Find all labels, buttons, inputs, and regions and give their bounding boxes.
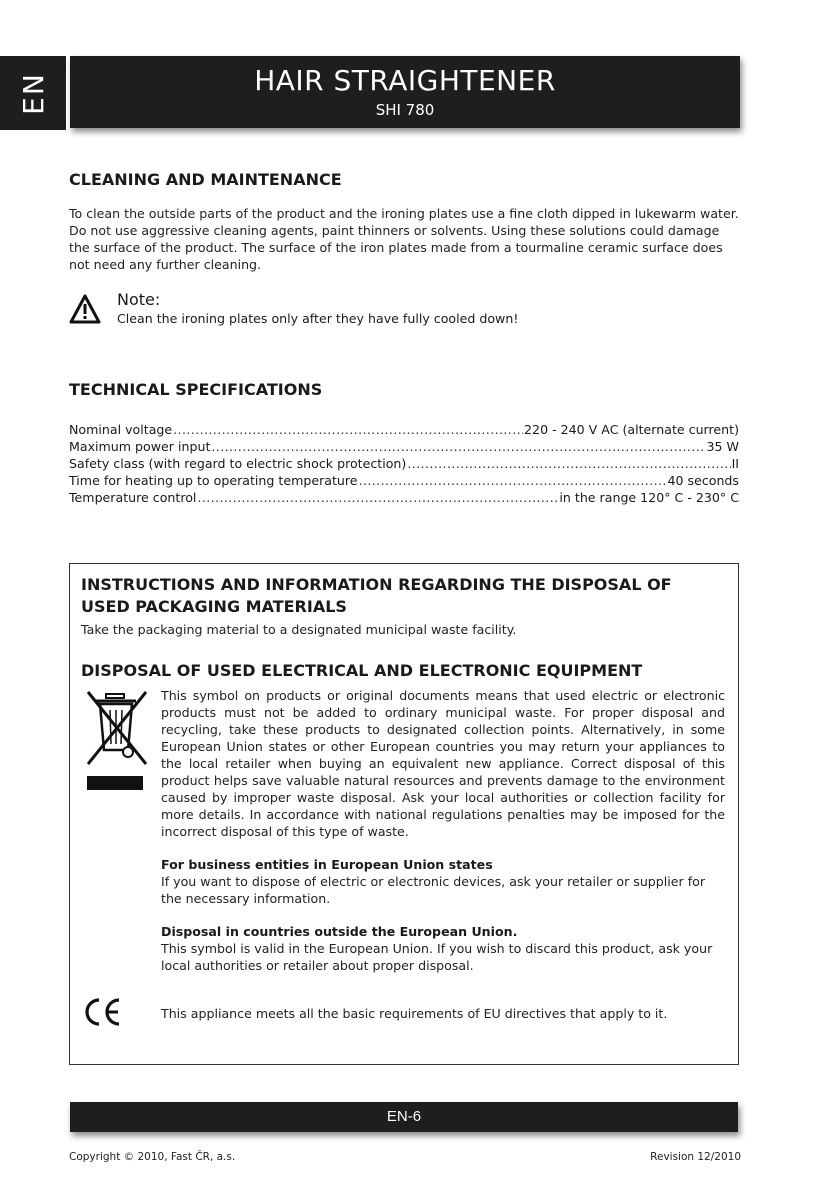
spec-value: in the range 120° C - 230° C: [559, 490, 739, 505]
spec-row: [69, 489, 739, 506]
page-number: EN-6: [386, 1108, 422, 1125]
header-band: [70, 56, 740, 128]
outside-eu-text: This symbol is valid in the European Union. If you wish to discard this product, ask your local authorities or retailer about proper disposal.: [161, 941, 713, 973]
note-title: Note:: [117, 290, 161, 309]
copyright: Copyright © 2010, Fast ČR, a.s.: [69, 1151, 236, 1163]
business-heading: For business entities in European Union states: [161, 857, 493, 872]
spec-dots: [359, 472, 667, 489]
packaging-text: Take the packaging material to a designated municipal waste facility.: [81, 622, 517, 637]
crossed-bin-icon: [84, 688, 150, 768]
warning-triangle-icon: [69, 294, 101, 324]
spec-dots: [197, 489, 558, 506]
spec-label: Safety class (with regard to electric shock protection): [69, 456, 407, 471]
note-text: Clean the ironing plates only after they have fully cooled down!: [117, 311, 519, 326]
spec-row: [69, 421, 739, 438]
spec-label: Maximum power input: [69, 439, 211, 454]
spec-row: [69, 438, 739, 455]
model-number: SHI 780: [375, 101, 435, 119]
language-label: EN: [16, 71, 50, 115]
weee-text: This symbol on products or original documents means that used electric or electronic products must not be added to ordinary municipal waste. For proper disposal and recycling, take these products to designated collection points. Alternatively, in some European Union states or other European countries you may return your appliances to the local retailer when buying an equivalent new appliance. Correct disposal of this product helps save valuable natural resources and prevents damage to the environment caused by improper waste disposal. Ask your local authorities or collection facility for more details. In accordance with national regulations penalties may be imposed for the incorrect disposal of this type of waste.: [161, 688, 725, 839]
ce-text: This appliance meets all the basic requirements of EU directives that apply to it.: [161, 1006, 668, 1021]
footer-band: [70, 1102, 738, 1132]
language-tab: [0, 56, 66, 130]
cleaning-heading: CLEANING AND MAINTENANCE: [69, 170, 342, 189]
spec-label: Temperature control: [69, 490, 197, 505]
spec-row: [69, 455, 739, 472]
weee-heading: DISPOSAL OF USED ELECTRICAL AND ELECTRONIC EQUIPMENT: [81, 661, 643, 680]
spec-value: II: [731, 456, 739, 471]
specs-list: [69, 421, 739, 506]
disposal-box: [69, 563, 739, 1065]
spec-value: 35 W: [706, 439, 739, 454]
spec-value: 220 - 240 V AC (alternate current): [524, 422, 739, 437]
revision: Revision 12/2010: [650, 1151, 741, 1163]
ce-mark-icon: [82, 996, 122, 1028]
spec-row: [69, 472, 739, 489]
packaging-heading: INSTRUCTIONS AND INFORMATION REGARDING THE DISPOSAL OF USED PACKAGING MATERIALS: [81, 575, 672, 616]
spec-dots: [407, 455, 730, 472]
weee-bar: [87, 776, 143, 790]
spec-label: Nominal voltage: [69, 422, 173, 437]
spec-dots: [173, 421, 523, 438]
spec-label: Time for heating up to operating temperature: [69, 473, 358, 488]
specs-heading: TECHNICAL SPECIFICATIONS: [69, 380, 323, 399]
outside-eu-heading: Disposal in countries outside the European Union.: [161, 924, 518, 939]
note-block: [69, 290, 741, 334]
business-text: If you want to dispose of electric or electronic devices, ask your retailer or supplier for the necessary information.: [161, 874, 706, 906]
spec-value: 40 seconds: [667, 473, 739, 488]
page-title: HAIR STRAIGHTENER: [254, 64, 556, 97]
spec-dots: [211, 438, 705, 455]
cleaning-text: To clean the outside parts of the product and the ironing plates use a fine cloth dipped in lukewarm water. Do not use aggressive cleaning agents, paint thinners or solvents. Using these solutions could damage the surface of the product. The surface of the iron plates made from a tourmaline ceramic surface does not need any further cleaning.: [69, 206, 739, 272]
